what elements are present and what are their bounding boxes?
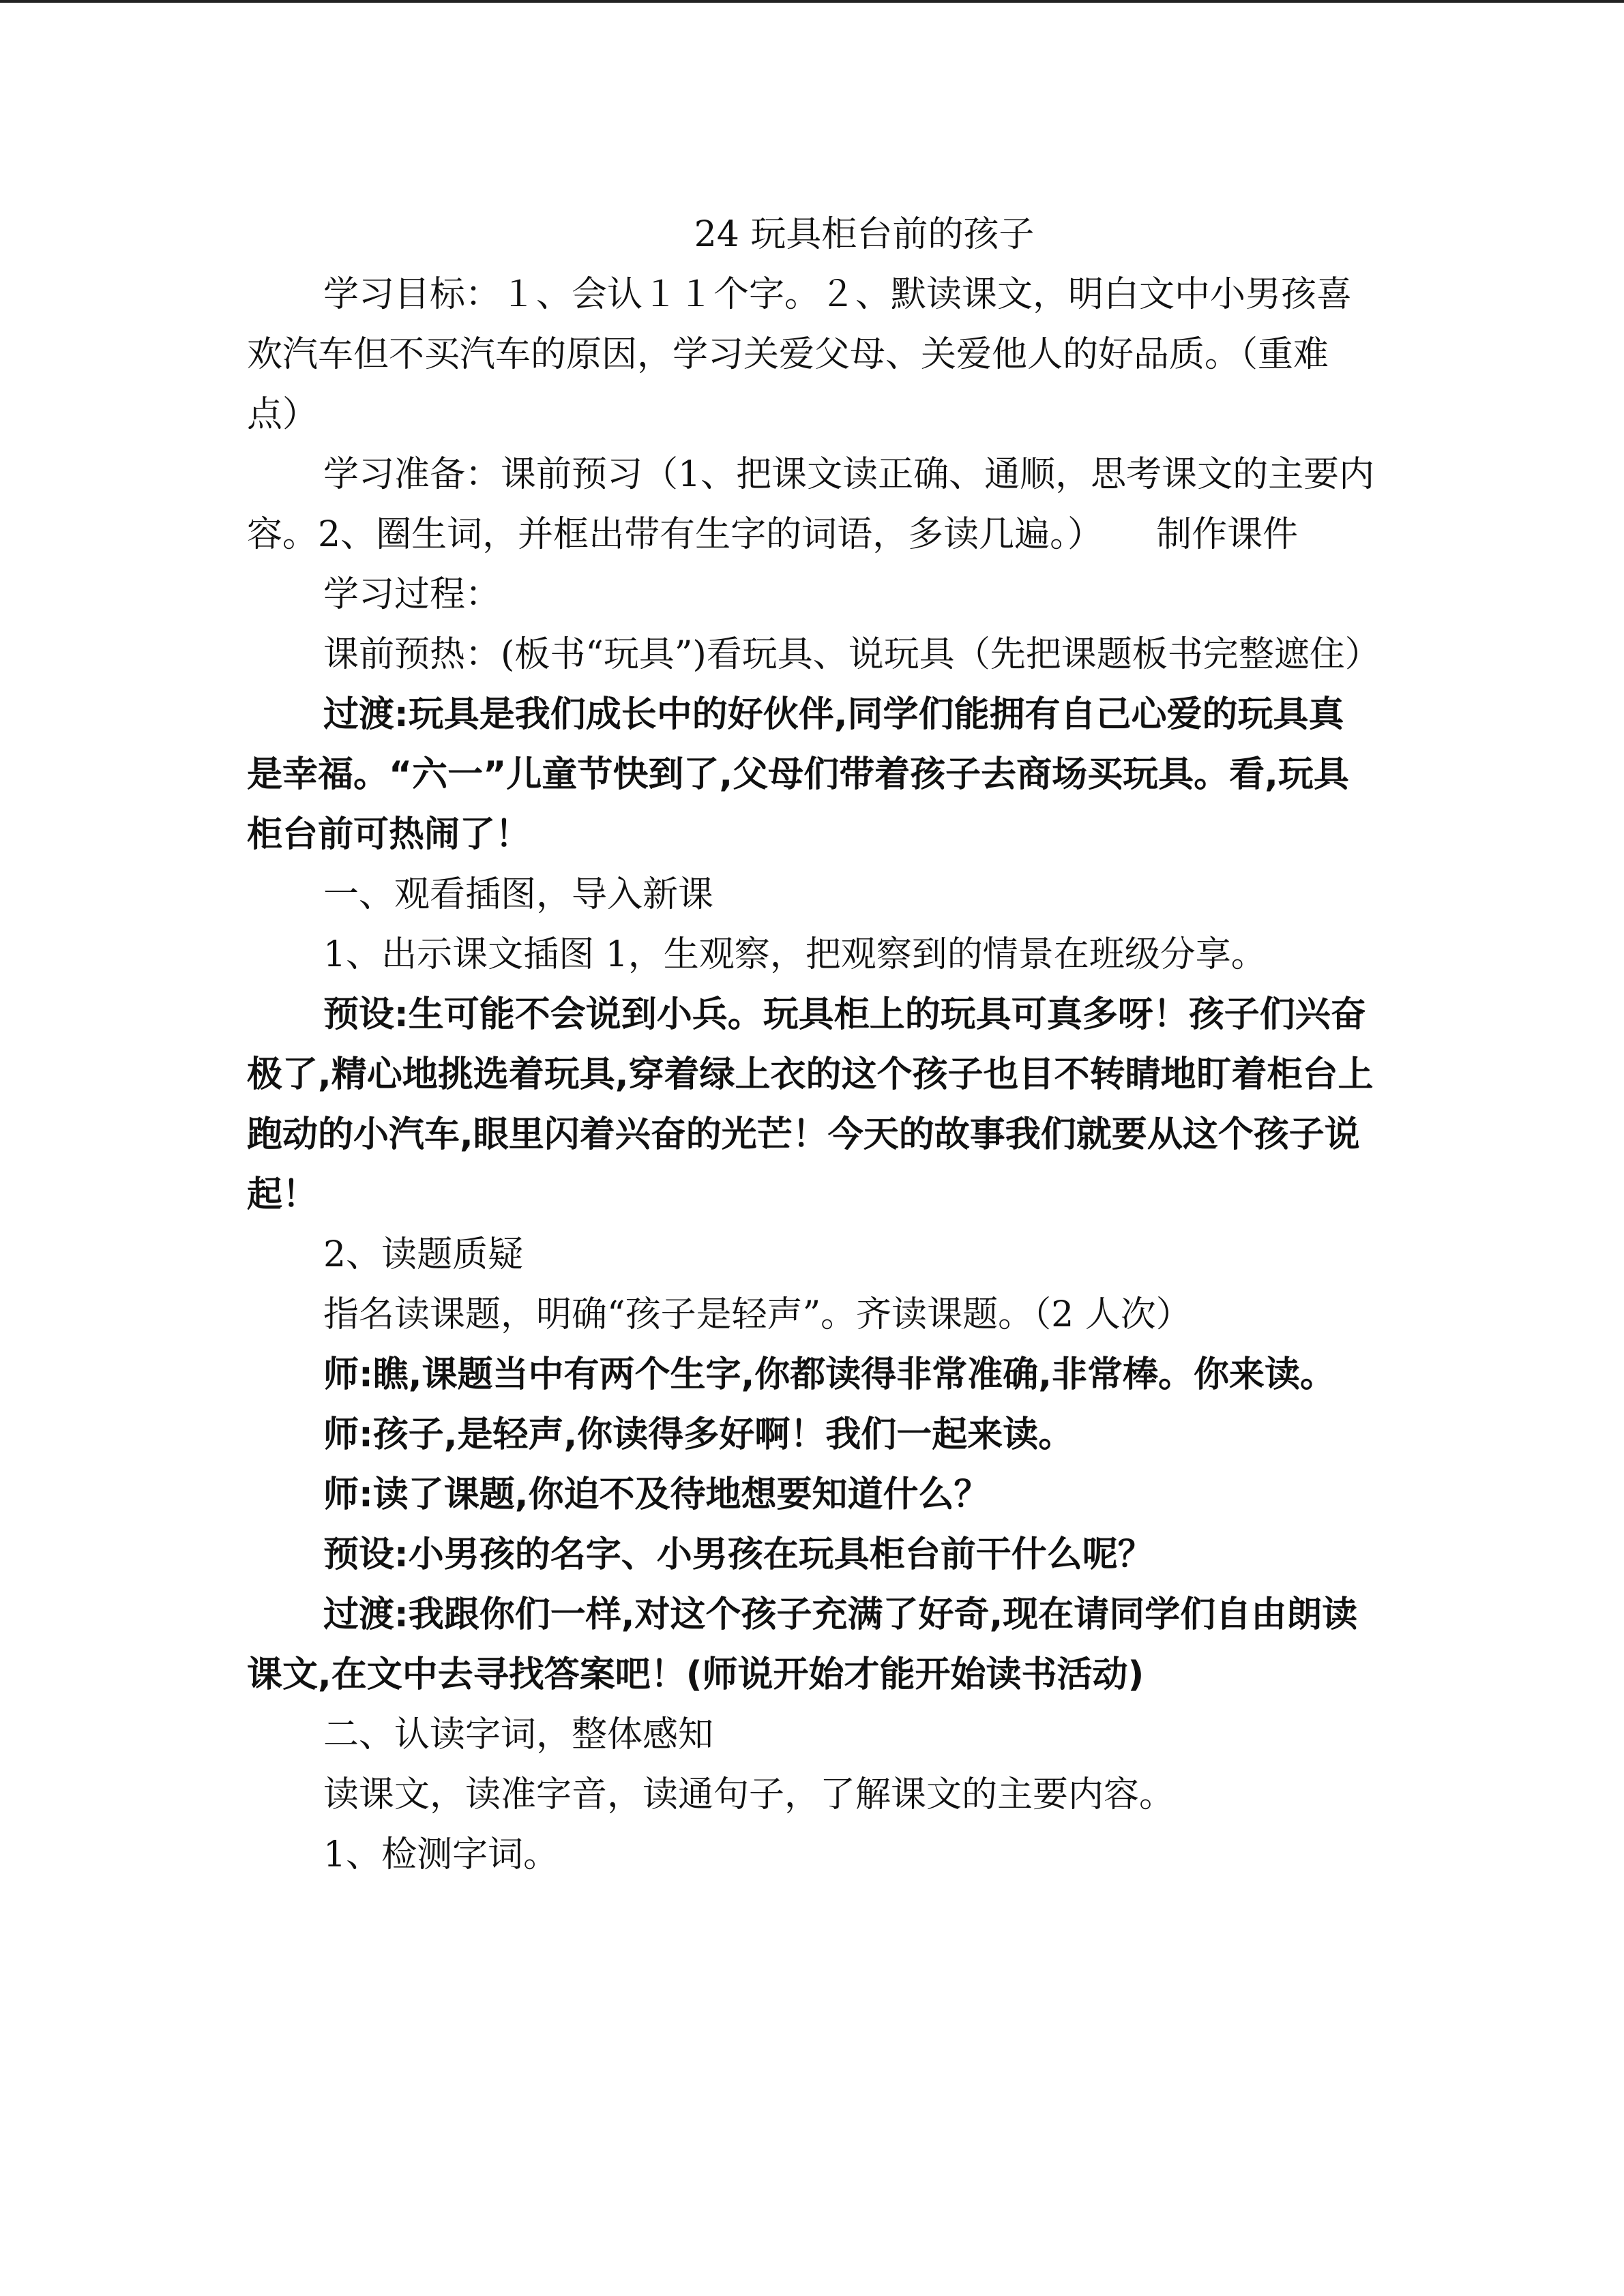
section-one-heading: 一、观看插图，导入新课 (323, 874, 714, 915)
transition-paragraph-2: 过渡:我跟你们一样,对这个孩子充满了好奇,现在请同学们自由朗读课文,在文中去寻找答案吧！(师说开始才能开始读书活动) (247, 1594, 1358, 1695)
learning-preparation-paragraph: 学习准备：课前预习（1、把课文读正确、通顺，思考课文的主要内容。2、圈生词，并框出带有生字的词语，多读几遍。） 制作课件 (247, 454, 1375, 555)
learning-objectives-paragraph: 学习目标：１、会认１１个字。２、默读课文，明白文中小男孩喜欢汽车但不买汽车的原因，学习关爱父母、关爱他人的好品质。（重难点） (247, 274, 1353, 435)
preset-paragraph-2: 预设:小男孩的名字、小男孩在玩具柜台前干什么呢？ (323, 1534, 1153, 1575)
preset-paragraph-1: 预设:生可能不会说到小兵。玩具柜上的玩具可真多呀！孩子们兴奋极了,精心地挑选着玩具,穿着绿上衣的这个孩子也目不转睛地盯着柜台上跑动的小汽车,眼里闪着兴奋的光芒！今天的故事我们就要从这个孩子说起！ (247, 994, 1374, 1215)
section-two-heading: 二、认读字词，整体感知 (323, 1714, 714, 1755)
document-page (247, 205, 1379, 1885)
teacher-remark-2: 师:孩子,是轻声,你读得多好啊！我们一起来读。 (323, 1414, 1074, 1455)
page-top-border (0, 0, 1624, 3)
warmup-paragraph: 课前预热：(板书“玩具”)看玩具、说玩具（先把课题板书完整遮住） (323, 634, 1381, 675)
transition-paragraph-1: 过渡:玩具是我们成长中的好伙伴,同学们能拥有自己心爱的玩具真是幸福。“六一”儿童节快到了,父母们带着孩子去商场买玩具。看,玩具柜台前可热闹了！ (247, 694, 1349, 855)
teacher-remark-3: 师:读了课题,你迫不及待地想要知道什么？ (323, 1474, 990, 1515)
teacher-remark-1: 师:瞧,课题当中有两个生字,你都读得非常准确,非常棒。你来读。 (323, 1354, 1336, 1395)
reading-instruction: 读课文，读准字音，读通句子，了解课文的主要内容。 (323, 1774, 1175, 1815)
step-check-words: 1、检测字词。 (323, 1834, 559, 1875)
learning-process-heading: 学习过程： (323, 574, 501, 615)
document-title: 24 玩具柜台前的孩子 (694, 214, 1035, 255)
step-show-illustration: 1、出示课文插图 1，生观察，把观察到的情景在班级分享。 (323, 934, 1267, 975)
step-read-title: 2、读题质疑 (323, 1234, 524, 1275)
read-title-instruction: 指名读课题，明确“孩子是轻声”。齐读课题。（2 人次） (323, 1294, 1192, 1335)
